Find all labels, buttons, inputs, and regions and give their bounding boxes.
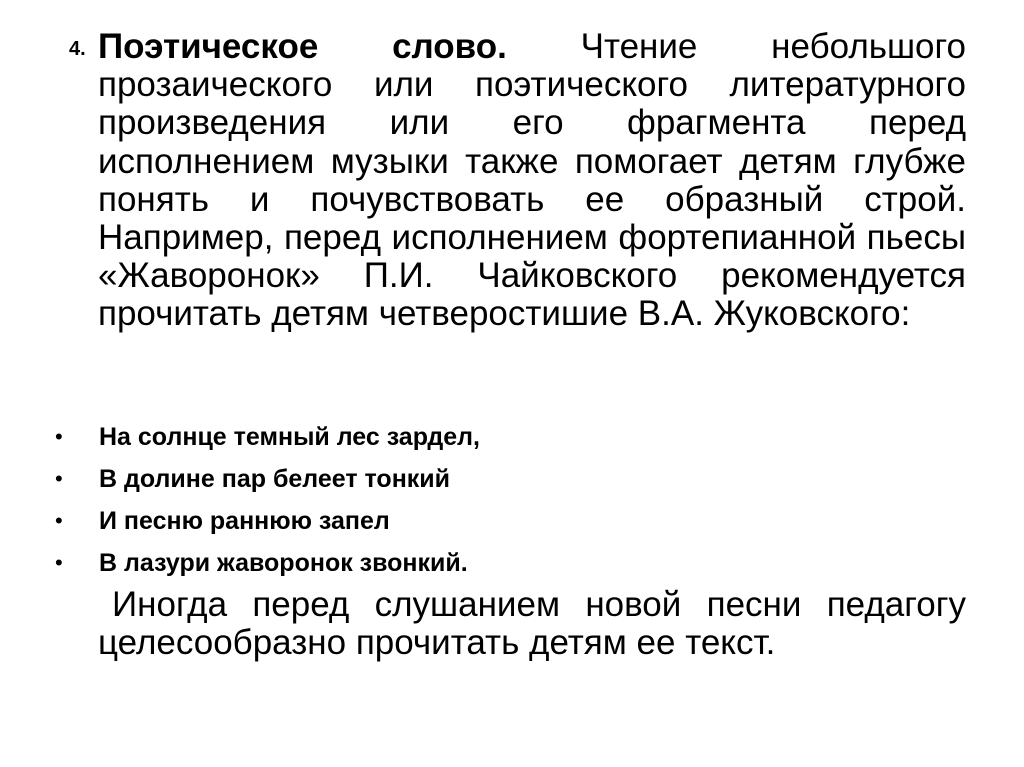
item-number: 4. xyxy=(69,38,86,60)
poem-list xyxy=(55,416,955,584)
poem-line xyxy=(55,416,955,458)
poem-line xyxy=(55,500,955,542)
poem-line-text: И песню раннюю запел xyxy=(99,507,390,535)
poem-line xyxy=(55,542,955,584)
poem-line-text: В долине пар белеет тонкий xyxy=(99,465,451,493)
poem-line xyxy=(55,458,955,500)
bullet-icon: • xyxy=(55,508,63,533)
closing-paragraph: Иногда перед слушанием новой песни педагогу целесообразно прочитать детям ее текст. xyxy=(98,585,966,662)
bullet-icon: • xyxy=(55,424,63,449)
item-paragraph xyxy=(98,28,966,334)
poem-line-text: В лазури жаворонок звонкий. xyxy=(99,549,468,577)
poem-line-text: На солнце темный лес зардел, xyxy=(99,423,480,451)
bullet-icon: • xyxy=(55,550,63,575)
item-heading: Поэтическое слово. xyxy=(98,27,507,66)
bullet-icon: • xyxy=(55,466,63,491)
item-body: Чтение небольшого прозаического или поэтического литературного произведения или его фрагмента перед исполнением музыки также помогает детям глубже понять и почувствовать ее образный строй. Например, перед исполнением фортепианной пьесы «Жаворонок» П.И. Чайковского рекомендуется прочитать детям четверостишие В.А. Жуковского: xyxy=(98,27,966,334)
